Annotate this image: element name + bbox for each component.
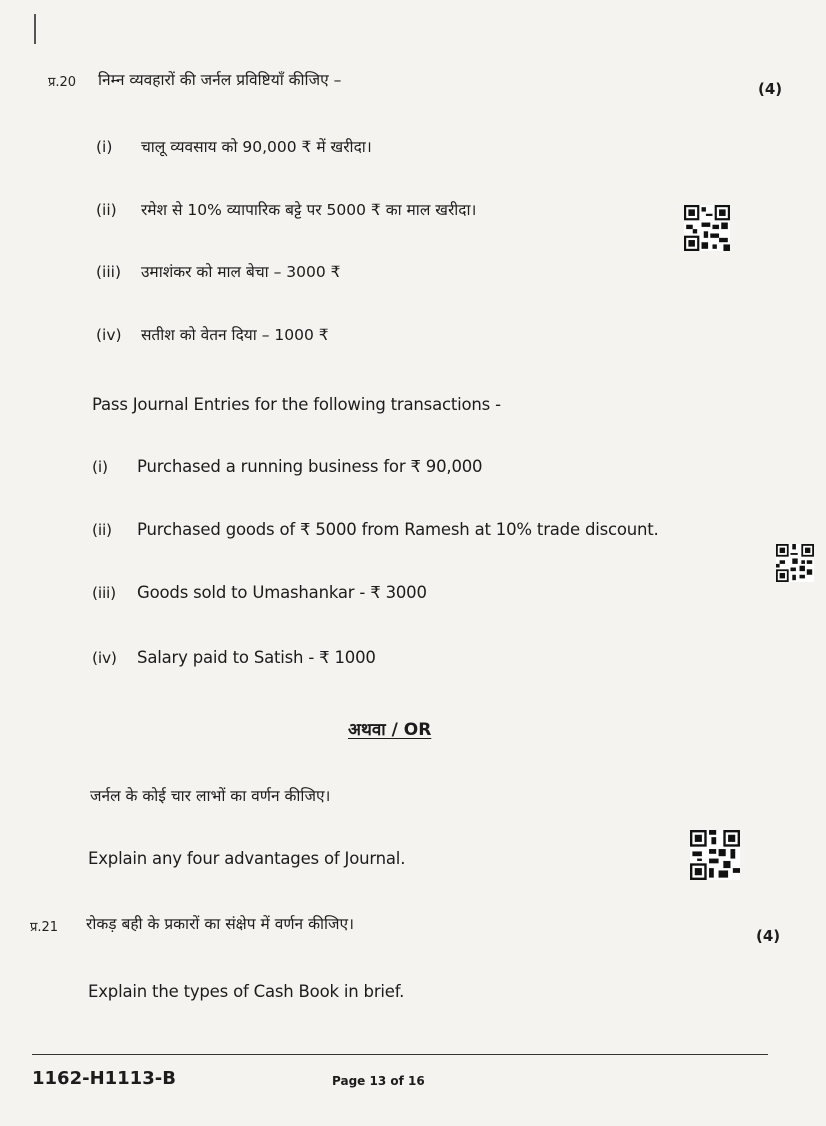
footer-rule xyxy=(32,1054,768,1055)
qr-code-graphic xyxy=(690,830,740,880)
item-number: (iii) xyxy=(92,584,117,602)
footer-page-number: Page 13 of 16 xyxy=(332,1074,425,1088)
qr-code-graphic xyxy=(684,205,730,251)
item-number: (ii) xyxy=(96,201,117,219)
scan-edge-mark xyxy=(34,14,36,44)
or-heading: अथवा / OR xyxy=(348,720,432,740)
q20-hindi-item-2 xyxy=(96,198,476,220)
q20-hindi-prompt: निम्न व्यवहारों की जर्नल प्रविष्टियाँ कीजिए – xyxy=(98,71,342,89)
footer-paper-code: 1162-H1113-B xyxy=(32,1068,176,1089)
item-text: Purchased a running business for ₹ 90,000 xyxy=(137,457,483,476)
q21-marks: (4) xyxy=(756,927,781,945)
q20-english-prompt: Pass Journal Entries for the following transactions - xyxy=(92,395,501,414)
item-text: रमेश से 10% व्यापारिक बट्टे पर 5000 ₹ का माल खरीदा। xyxy=(140,201,477,219)
item-text: Salary paid to Satish - ₹ 1000 xyxy=(137,648,376,667)
qr-code-icon xyxy=(776,544,814,582)
q20-english-item-4 xyxy=(92,648,376,667)
q21-number: प्र.21 xyxy=(30,920,59,935)
item-text: Goods sold to Umashankar - ₹ 3000 xyxy=(137,583,427,602)
q20-hindi-item-1 xyxy=(96,135,372,157)
q20-hindi-item-3 xyxy=(96,260,341,282)
q20-number: प्र.20 xyxy=(48,75,77,90)
item-number: (iv) xyxy=(96,326,122,344)
q21-english: Explain the types of Cash Book in brief. xyxy=(88,982,405,1001)
qr-code-icon xyxy=(690,830,740,880)
q20-marks: (4) xyxy=(758,80,783,98)
item-text: उमाशंकर को माल बेचा – 3000 ₹ xyxy=(140,263,341,281)
item-number: (iv) xyxy=(92,649,117,667)
q20-english-item-1 xyxy=(92,457,482,476)
q20-english-item-2 xyxy=(92,520,659,539)
item-text: Purchased goods of ₹ 5000 from Ramesh at 10% trade discount. xyxy=(137,520,659,539)
q20-hindi-item-4 xyxy=(96,323,329,345)
item-number: (i) xyxy=(96,138,113,156)
item-text: चालू व्यवसाय को 90,000 ₹ में खरीदा। xyxy=(140,138,372,156)
q20-or-english: Explain any four advantages of Journal. xyxy=(88,849,406,868)
qr-code-graphic xyxy=(776,544,814,582)
q20-english-item-3 xyxy=(92,583,427,602)
item-number: (i) xyxy=(92,458,108,476)
q21-hindi: रोकड़ बही के प्रकारों का संक्षेप में वर्णन कीजिए। xyxy=(86,915,354,933)
q20-or-hindi: जर्नल के कोई चार लाभों का वर्णन कीजिए। xyxy=(90,787,331,805)
qr-code-icon xyxy=(684,205,730,251)
item-text: सतीश को वेतन दिया – 1000 ₹ xyxy=(140,326,329,344)
item-number: (ii) xyxy=(92,521,112,539)
item-number: (iii) xyxy=(96,263,122,281)
